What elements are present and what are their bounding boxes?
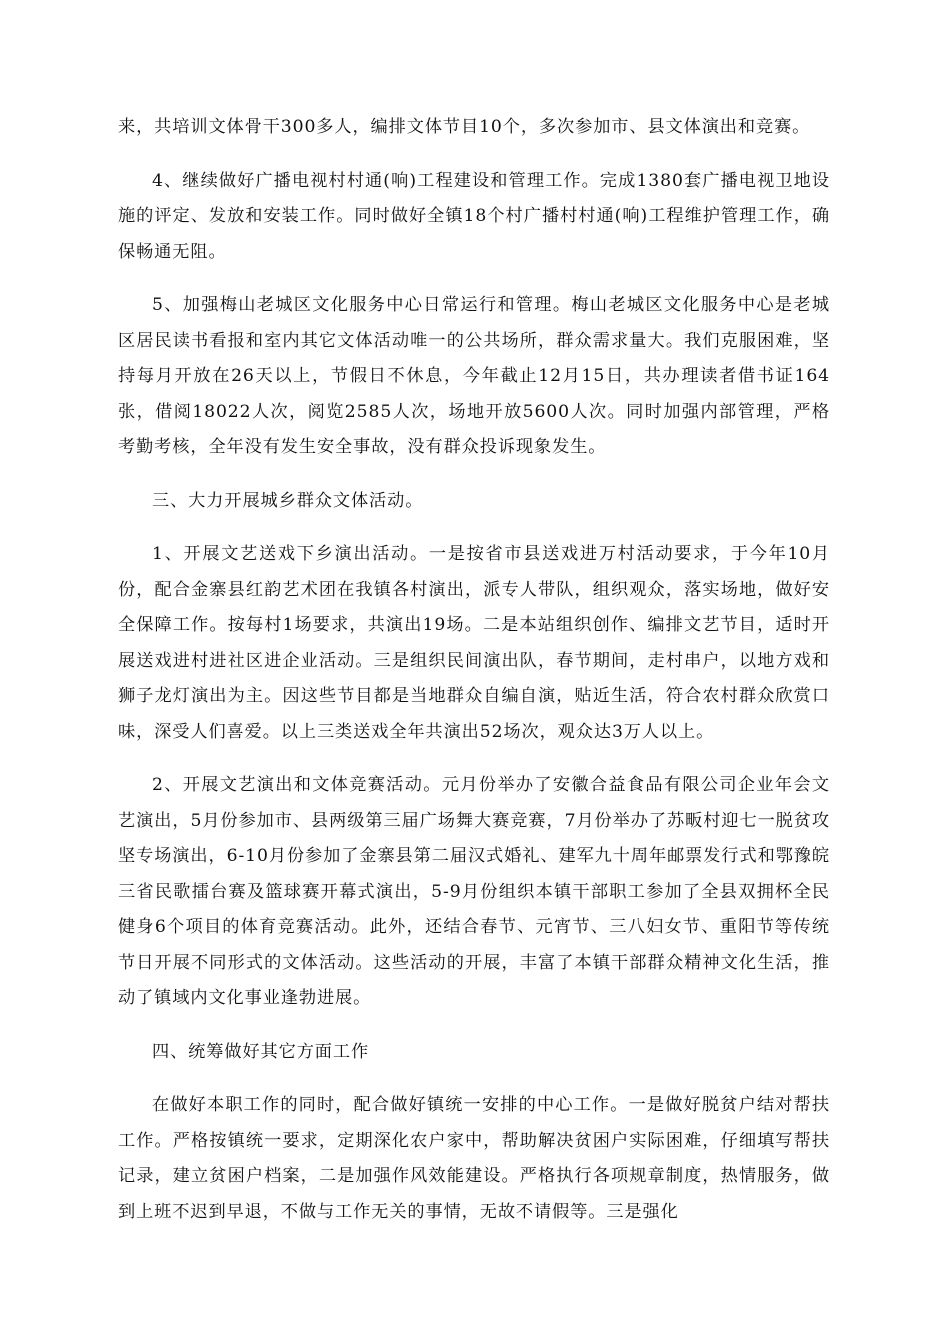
section-heading-3: 三、大力开展城乡群众文体活动。 [152, 490, 424, 511]
section-heading-4: 四、统筹做好其它方面工作 [152, 1041, 370, 1062]
paragraph-continuation: 来，共培训文体骨干300多人，编排文体节目10个，多次参加市、县文体演出和竞赛。 [118, 117, 811, 137]
document-page [118, 110, 830, 1230]
paragraph-item-4: 4、继续做好广播电视村村通(响)工程建设和管理工作。完成1380套广播电视卫地设施的评定、发放和安装工作。同时做好全镇18个村广播村村通(响)工程维护管理工作，确保畅通无阻。 [118, 170, 830, 262]
paragraph-item-5: 5、加强梅山老城区文化服务中心日常运行和管理。梅山老城区文化服务中心是老城区居民读书看报和室内其它文体活动唯一的公共场所，群众需求量大。我们克服困难，坚持每月开放在26天以上，节假日不休息，今年截止12月15日，共办理读者借书证164张，借阅18022人次，阅览2585人次，场地开放5600人次。同时加强内部管理，严格考勤考核，全年没有发生安全事故，没有群众投诉现象发生。 [118, 295, 830, 457]
paragraph-section4-body: 在做好本职工作的同时，配合做好镇统一安排的中心工作。一是做好脱贫户结对帮扶工作。严格按镇统一要求，定期深化农户家中，帮助解决贫困户实际困难，仔细填写帮扶记录，建立贫困户档案，二是加强作风效能建设。严格执行各项规章制度，热情服务，做到上班不迟到早退，不做与工作无关的事情，无故不请假等。三是强化 [118, 1095, 830, 1222]
paragraph-section3-item-1: 1、开展文艺送戏下乡演出活动。一是按省市县送戏进万村活动要求，于今年10月份，配合金寨县红韵艺术团在我镇各村演出，派专人带队，组织观众，落实场地，做好安全保障工作。按每村1场要求，共演出19场。二是本站组织创作、编排文艺节目，适时开展送戏进村进社区进企业活动。三是组织民间演出队，春节期间，走村串户，以地方戏和狮子龙灯演出为主。因这些节目都是当地群众自编自演，贴近生活，符合农村群众欣赏口味，深受人们喜爱。以上三类送戏全年共演出52场次，观众达3万人以上。 [118, 544, 830, 742]
paragraph-section3-item-2: 2、开展文艺演出和文体竞赛活动。元月份举办了安徽合益食品有限公司企业年会文艺演出，5月份参加市、县两级第三届广场舞大赛竞赛，7月份举办了苏畈村迎七一脱贫攻坚专场演出，6-10月份参加了金寨县第二届汉式婚礼、建军九十周年邮票发行式和鄂豫皖三省民歌擂台赛及篮球赛开幕式演出，5-9月份组织本镇干部职工参加了全县双拥杯全民健身6个项目的体育竞赛活动。此外，还结合春节、元宵节、三八妇女节、重阳节等传统节日开展不同形式的文体活动。这些活动的开展，丰富了本镇干部群众精神文化生活，推动了镇域内文化事业逢勃进展。 [118, 775, 830, 1008]
